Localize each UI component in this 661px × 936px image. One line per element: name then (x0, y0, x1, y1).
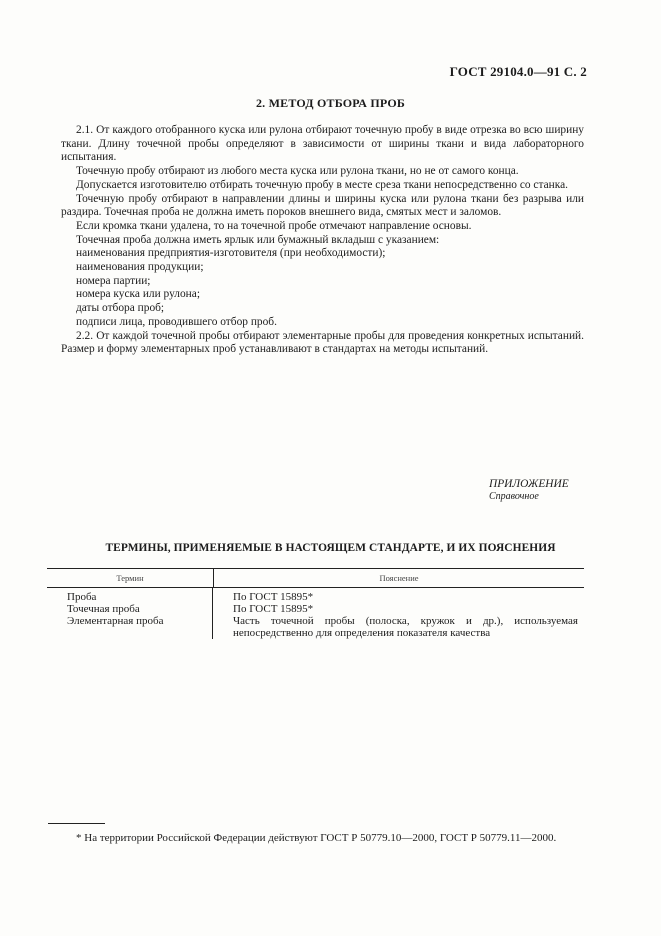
table-header-explanation: Пояснение (379, 573, 419, 583)
table-cell-explanation: По ГОСТ 15895* (233, 603, 314, 615)
list-item: номера куска или рулона; (76, 288, 200, 301)
table-body (47, 588, 584, 639)
list-item: наименования предприятия-изготовителя (при необходимости); (76, 247, 386, 260)
table-cell-explanation: По ГОСТ 15895* (233, 591, 314, 603)
table-cell-term: Элементарная проба (67, 615, 164, 627)
table-cell-explanation: Часть точечной пробы (полоска, кружок и др.), используемая непосредственно для определения показателя качества (233, 615, 578, 639)
paragraph: Если кромка ткани удалена, то на точечной пробе отмечают направление основы. (76, 219, 472, 232)
list-item: даты отбора проб; (76, 302, 165, 315)
list-item: подписи лица, проводившего отбор проб. (76, 315, 277, 328)
appendix-title: ПРИЛОЖЕНИЕ (489, 478, 569, 490)
section-body (61, 124, 584, 357)
table-header-term: Термин (47, 569, 214, 587)
list-item: наименования продукции; (76, 261, 204, 274)
paragraph: Допускается изготовителю отбирать точечную пробу в месте среза ткани непосредственно со станка. (76, 178, 569, 191)
explanations-column (213, 588, 584, 639)
appendix-subtitle: Справочное (489, 491, 539, 502)
paragraph: Точечная проба должна иметь ярлык или бумажный вкладыш с указанием: (76, 233, 440, 246)
terms-column (47, 588, 213, 639)
table-cell-term: Точечная проба (67, 603, 140, 615)
table-cell-term: Проба (67, 591, 97, 603)
terms-table (47, 568, 584, 639)
paragraph: Точечную пробу отбирают в направлении длины и ширины куска или рулона ткани без разрыва или раздира. Точечная проба не должна иметь пороков внешнего вида, смятых мест и заломов. (61, 192, 584, 219)
appendix-label (489, 478, 569, 502)
footnote-divider (48, 823, 105, 824)
footnote: * На территории Российской Федерации действуют ГОСТ Р 50779.10—2000, ГОСТ Р 50779.11—2000. (76, 832, 557, 844)
paragraph-2-2: 2.2. От каждой точечной пробы отбирают элементарные пробы для проведения конкретных испытаний. Размер и форму элементарных проб устанавливают в стандартах на методы испытаний. (61, 329, 584, 356)
paragraph-2-1: 2.1. От каждого отобранного куска или рулона отбирают точечную пробу в виде отрезка во всю ширину ткани. Длину точечной пробы определяют в зависимости от ширины ткани и вида лабораторного испытания. (61, 124, 584, 164)
paragraph: Точечную пробу отбирают из любого места куска или рулона ткани, но не от самого конца. (76, 165, 519, 178)
terms-section-title: ТЕРМИНЫ, ПРИМЕНЯЕМЫЕ В НАСТОЯЩЕМ СТАНДАРТЕ, И ИХ ПОЯСНЕНИЯ (105, 542, 556, 554)
list-item: номера партии; (76, 274, 151, 287)
section-title: 2. МЕТОД ОТБОРА ПРОБ (255, 96, 405, 110)
document-header-code: ГОСТ 29104.0—91 С. 2 (449, 64, 587, 79)
table-header-row (47, 569, 584, 588)
